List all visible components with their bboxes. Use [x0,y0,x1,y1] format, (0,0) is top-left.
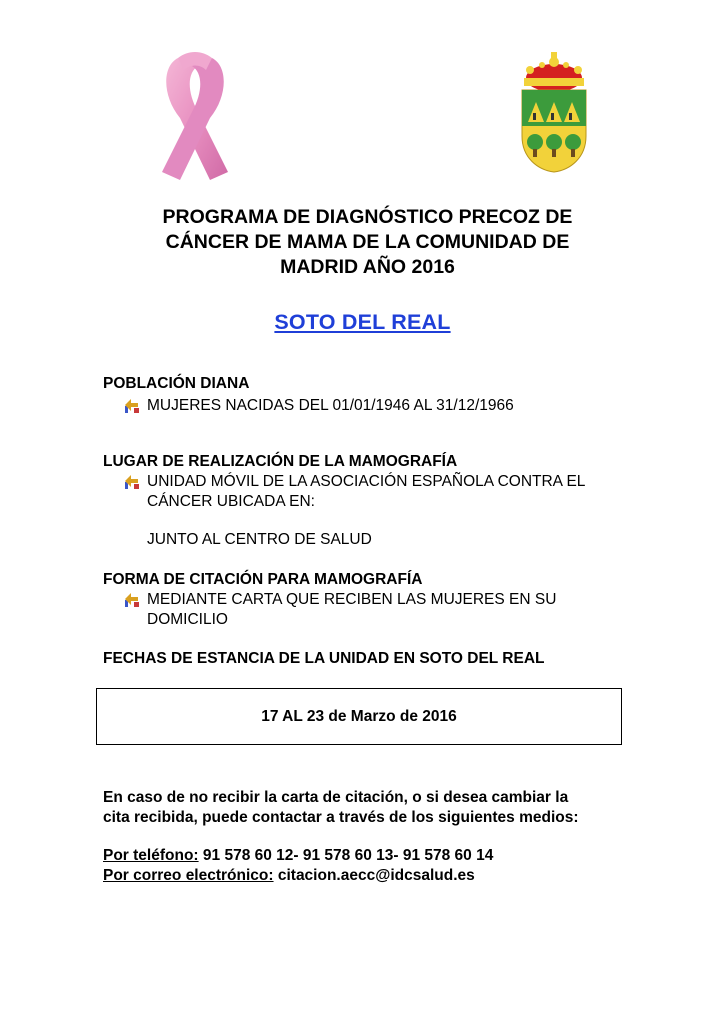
municipal-crest-icon [518,50,590,174]
email-label: Por correo electrónico: [103,867,274,884]
lugar-heading: LUGAR DE REALIZACIÓN DE LA MAMOGRAFÍA [103,453,458,470]
poblacion-heading: POBLACIÓN DIANA [103,375,250,392]
poblacion-bullet [124,396,514,416]
title-line-2: CÁNCER DE MAMA DE LA COMUNIDAD DE [165,231,570,253]
phone-value[interactable]: 91 578 60 12- 91 578 60 13- 91 578 60 14 [198,847,494,864]
forma-text-line-1: MEDIANTE CARTA QUE RECIBEN LAS MUJERES EN SU [147,591,557,608]
forma-heading: FORMA DE CITACIÓN PARA MAMOGRAFÍA [103,571,423,588]
arrow-bullet-icon [124,398,140,414]
pink-ribbon-icon [140,48,250,188]
phone-line [103,846,493,866]
title-line-3: MADRID AÑO 2016 [280,256,455,278]
contact-intro [103,788,633,828]
contact-intro-line-1: En caso de no recibir la carta de citación, o si desea cambiar la [103,789,569,806]
arrow-bullet-icon [124,474,140,490]
arrow-bullet-icon [124,592,140,608]
lugar-text-line-2: CÁNCER UBICADA EN: [147,493,315,510]
title-line-1: PROGRAMA DE DIAGNÓSTICO PRECOZ DE [162,206,573,228]
location-heading: SOTO DEL REAL [274,310,451,334]
phone-label: Por teléfono: [103,847,199,864]
email-line [103,866,475,886]
email-value[interactable]: citacion.aecc@idcsalud.es [273,867,475,884]
dates-box [96,688,622,745]
poblacion-text: MUJERES NACIDAS DEL 01/01/1946 AL 31/12/1966 [147,397,514,414]
lugar-text [147,472,585,512]
fechas-heading: FECHAS DE ESTANCIA DE LA UNIDAD EN SOTO DEL REAL [103,650,545,667]
dates-text: 17 AL 23 de Marzo de 2016 [261,707,457,725]
forma-text-line-2: DOMICILIO [147,611,228,628]
contact-intro-line-2: cita recibida, puede contactar a través de los siguientes medios: [103,809,579,826]
lugar-detail: JUNTO AL CENTRO DE SALUD [147,531,372,548]
forma-bullet [124,590,556,630]
page-title [110,205,625,280]
lugar-text-line-1: UNIDAD MÓVIL DE LA ASOCIACIÓN ESPAÑOLA CONTRA EL [147,473,586,490]
forma-text [147,590,556,630]
lugar-bullet [124,472,585,512]
